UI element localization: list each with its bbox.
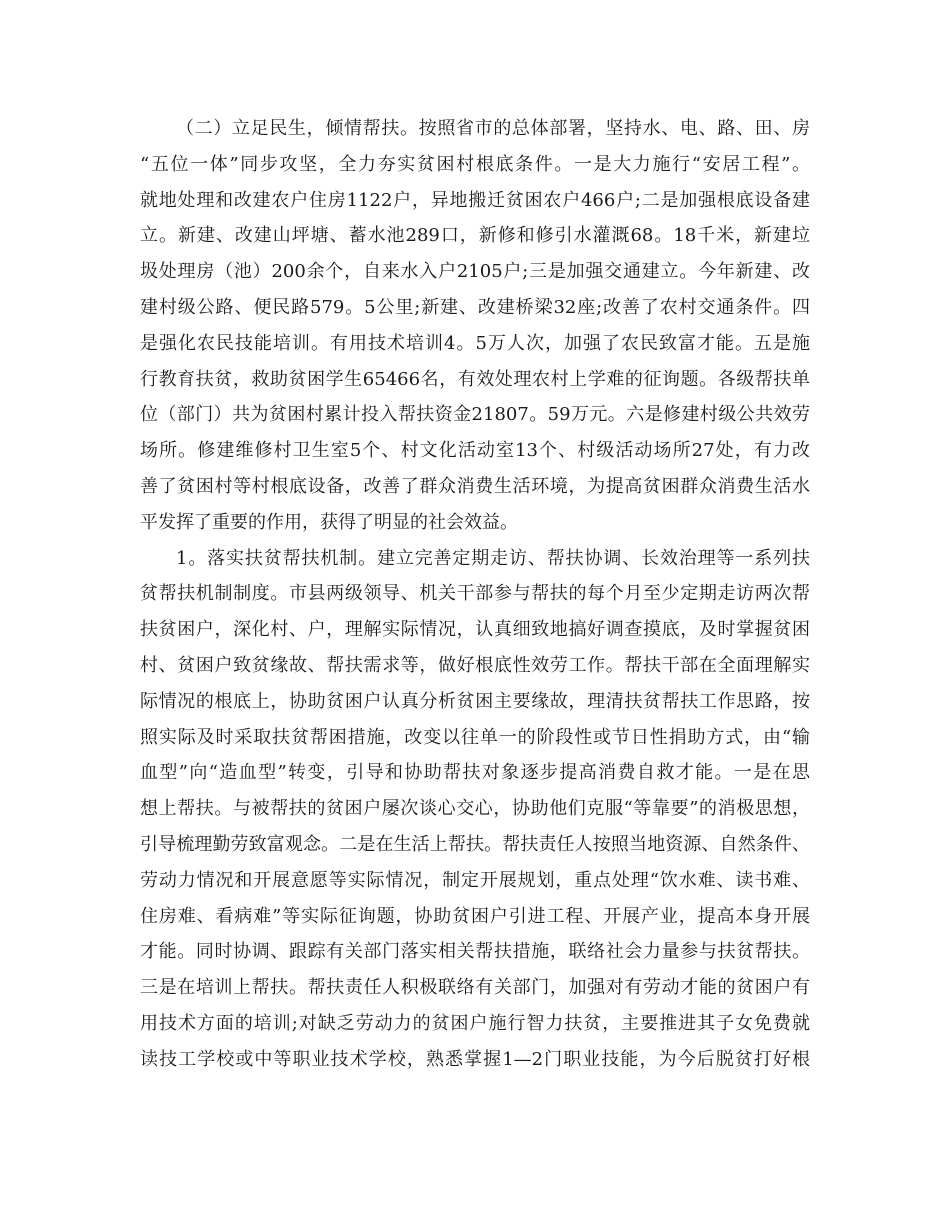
paragraph-1-line-5: 圾处理房（池）200余个，自来水入户2105户;三是加强交通建立。今年新建、改 — [140, 261, 810, 283]
paragraph-1-line-2: “五位一体”同步攻坚，全力夯实贫困村根底条件。一是大力施行“安居工程”。 — [140, 153, 810, 175]
paragraph-2-line-8: 想上帮扶。与被帮扶的贫困户屡次谈心交心，协助他们克服“等靠要”的消极思想， — [140, 798, 810, 820]
paragraph-2-line-9: 引导梳理勤劳致富观念。二是在生活上帮扶。帮扶责任人按照当地资源、自然条件、 — [140, 833, 810, 855]
paragraph-2-line-7: 血型”向“造血型”转变，引导和协助帮扶对象逐步提高消费自救才能。一是在思 — [140, 762, 810, 784]
paragraph-2-line-13: 三是在培训上帮扶。帮扶责任人积极联络有关部门，加强对有劳动才能的贫困户有 — [140, 977, 810, 999]
paragraph-1-line-4: 立。新建、改建山坪塘、蓄水池289口，新修和修引水灌溉68。18千米，新建垃 — [140, 225, 810, 247]
paragraph-2-line-4: 村、贫困户致贫缘故、帮扶需求等，做好根底性效劳工作。帮扶干部在全面理解实 — [140, 654, 810, 676]
paragraph-1-line-11: 善了贫困村等村根底设备，改善了群众消费生活环境，为提高贫困群众消费生活水 — [140, 475, 810, 497]
paragraph-1-line-1: （二）立足民生，倾情帮扶。按照省市的总体部署，坚持水、电、路、田、房 — [176, 118, 810, 139]
paragraph-1-line-6: 建村级公路、便民路579。5公里;新建、改建桥梁32座;改善了农村交通条件。四 — [140, 296, 810, 318]
paragraph-2-line-3: 扶贫困户，深化村、户，理解实际情况，认真细致地搞好调查摸底，及时掌握贫困 — [140, 619, 810, 641]
paragraph-2-line-1: 1。落实扶贫帮扶机制。建立完善定期走访、帮扶协调、长效治理等一系列扶 — [176, 547, 810, 569]
paragraph-2-line-10: 劳动力情况和开展意愿等实际情况，制定开展规划，重点处理“饮水难、读书难、 — [140, 869, 810, 891]
paragraph-1-line-8: 行教育扶贫，救助贫困学生65466名，有效处理农村上学难的征询题。各级帮扶单 — [140, 368, 810, 390]
paragraph-1-line-10: 场所。修建维修村卫生室5个、村文化活动室13个、村级活动场所27处，有力改 — [140, 440, 810, 462]
paragraph-2-line-15: 读技工学校或中等职业技术学校，熟悉掌握1—2门职业技能，为今后脱贫打好根 — [140, 1048, 810, 1070]
paragraph-2-line-14: 用技术方面的培训;对缺乏劳动力的贫困户施行智力扶贫，主要推进其子女免费就 — [140, 1012, 810, 1034]
paragraph-1-line-9: 位（部门）共为贫困村累计投入帮扶资金21807。59万元。六是修建村级公共效劳 — [140, 404, 810, 426]
paragraph-1-line-12: 平发挥了重要的作用，获得了明显的社会效益。 — [140, 511, 518, 533]
paragraph-1-line-7: 是强化农民技能培训。有用技术培训4。5万人次，加强了农民致富才能。五是施 — [140, 332, 810, 354]
paragraph-2-line-2: 贫帮扶机制制度。市县两级领导、机关干部参与帮扶的每个月至少定期走访两次帮 — [140, 583, 810, 605]
body-text — [140, 111, 810, 1078]
paragraph-2-line-11: 住房难、看病难”等实际征询题，协助贫困户引进工程、开展产业，提高本身开展 — [140, 905, 810, 927]
paragraph-2-line-5: 际情况的根底上，协助贫困户认真分析贫困主要缘故，理清扶贫帮扶工作思路，按 — [140, 690, 810, 712]
paragraph-2-line-12: 才能。同时协调、跟踪有关部门落实相关帮扶措施，联络社会力量参与扶贫帮扶。 — [140, 941, 810, 963]
paragraph-2-line-6: 照实际及时采取扶贫帮困措施，改变以往单一的阶段性或节日性捐助方式，由“输 — [140, 726, 810, 748]
paragraph-1-line-3: 就地处理和改建农户住房1122户，异地搬迁贫困农户466户;二是加强根底设备建 — [140, 189, 810, 211]
